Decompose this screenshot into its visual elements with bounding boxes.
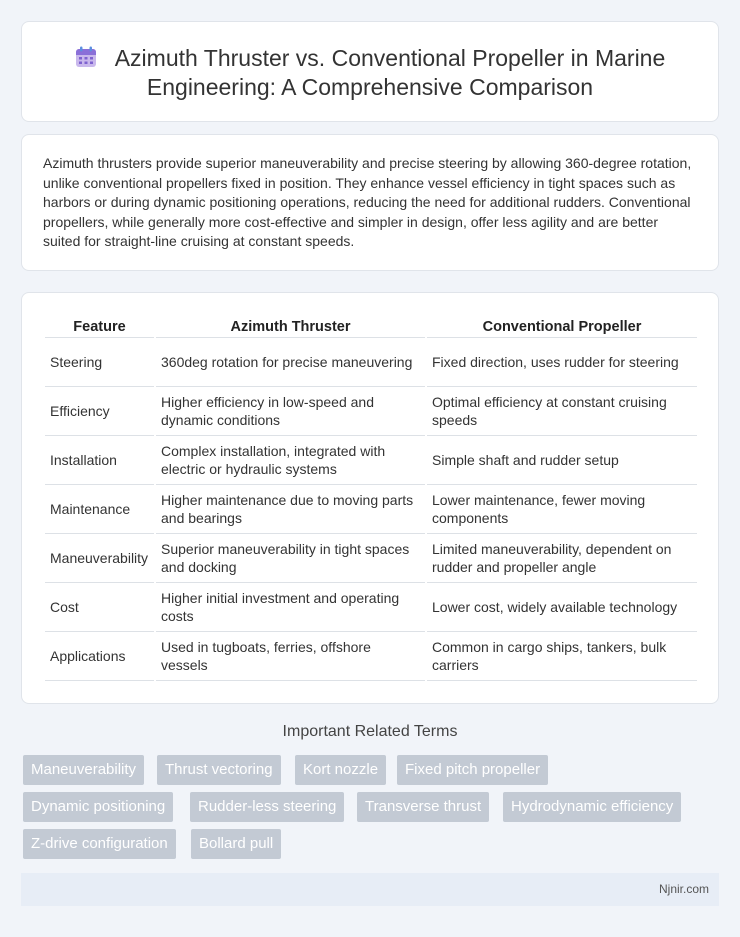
azimuth-cell: Superior maneuverability in tight spaces and docking (156, 534, 425, 583)
footer (21, 873, 719, 906)
feature-cell: Cost (45, 583, 154, 632)
term-tag-kort-nozzle[interactable]: Kort nozzle (295, 755, 386, 785)
azimuth-cell: Higher maintenance due to moving parts and bearings (156, 485, 425, 534)
term-tag-z-drive-configuration[interactable]: Z-drive configuration (23, 829, 176, 859)
term-tag-transverse-thrust[interactable]: Transverse thrust (357, 792, 489, 822)
page-title: Azimuth Thruster vs. Conventional Propeller in Marine Engineering: A Comprehensive Comparison (114, 45, 666, 100)
term-tag-thrust-vectoring[interactable]: Thrust vectoring (157, 755, 281, 785)
related-terms-title: Important Related Terms (282, 723, 458, 740)
azimuth-cell: Higher efficiency in low-speed and dynamic conditions (156, 387, 425, 436)
term-tag-fixed-pitch-propeller[interactable]: Fixed pitch propeller (397, 755, 548, 785)
table-row (45, 338, 697, 387)
header-azimuth: Azimuth Thruster (156, 313, 425, 338)
header-feature: Feature (45, 313, 154, 338)
calendar-icon (75, 46, 97, 68)
feature-cell: Maneuverability (45, 534, 154, 583)
table-row (45, 534, 697, 583)
intro-text: Azimuth thrusters provide superior maneuverability and precise steering by allowing 360-degree rotation, unlike conventional propellers fixed in position. They enhance vessel efficiency in tight spaces such as harbors or during dynamic positioning operations, reducing the need for additional rudders. Conventional propellers, while generally more cost-effective and simpler in design, offer less agility and are better suited for straight-line cruising at constant speeds. (43, 155, 692, 249)
feature-cell: Applications (45, 632, 154, 681)
comparison-card (21, 292, 719, 704)
azimuth-cell: Higher initial investment and operating costs (156, 583, 425, 632)
page-title-wrap (22, 44, 718, 102)
feature-cell: Maintenance (45, 485, 154, 534)
azimuth-cell: Used in tugboats, ferries, offshore vessels (156, 632, 425, 681)
feature-cell: Steering (45, 338, 154, 387)
azimuth-cell: Complex installation, integrated with electric or hydraulic systems (156, 436, 425, 485)
title-card (21, 21, 719, 122)
conventional-cell: Fixed direction, uses rudder for steering (427, 338, 697, 387)
conventional-cell: Simple shaft and rudder setup (427, 436, 697, 485)
comparison-table (43, 313, 699, 681)
conventional-cell: Lower cost, widely available technology (427, 583, 697, 632)
conventional-cell: Common in cargo ships, tankers, bulk carriers (427, 632, 697, 681)
azimuth-cell: 360deg rotation for precise maneuvering (156, 338, 425, 387)
table-row (45, 485, 697, 534)
term-tag-dynamic-positioning[interactable]: Dynamic positioning (23, 792, 173, 822)
conventional-cell: Limited maneuverability, dependent on rudder and propeller angle (427, 534, 697, 583)
term-tag-maneuverability[interactable]: Maneuverability (23, 755, 144, 785)
feature-cell: Installation (45, 436, 154, 485)
table-row (45, 583, 697, 632)
conventional-cell: Lower maintenance, fewer moving components (427, 485, 697, 534)
term-tag-hydrodynamic-efficiency[interactable]: Hydrodynamic efficiency (503, 792, 681, 822)
term-tag-rudder-less-steering[interactable]: Rudder-less steering (190, 792, 344, 822)
table-row (45, 632, 697, 681)
footer-site[interactable]: Njnir.com (658, 882, 709, 896)
term-tag-bollard-pull[interactable]: Bollard pull (191, 829, 281, 859)
header-conventional: Conventional Propeller (427, 313, 697, 338)
intro-card (21, 134, 719, 271)
table-row (45, 436, 697, 485)
feature-cell: Efficiency (45, 387, 154, 436)
table-row (45, 387, 697, 436)
conventional-cell: Optimal efficiency at constant cruising speeds (427, 387, 697, 436)
table-header-row (45, 313, 697, 338)
